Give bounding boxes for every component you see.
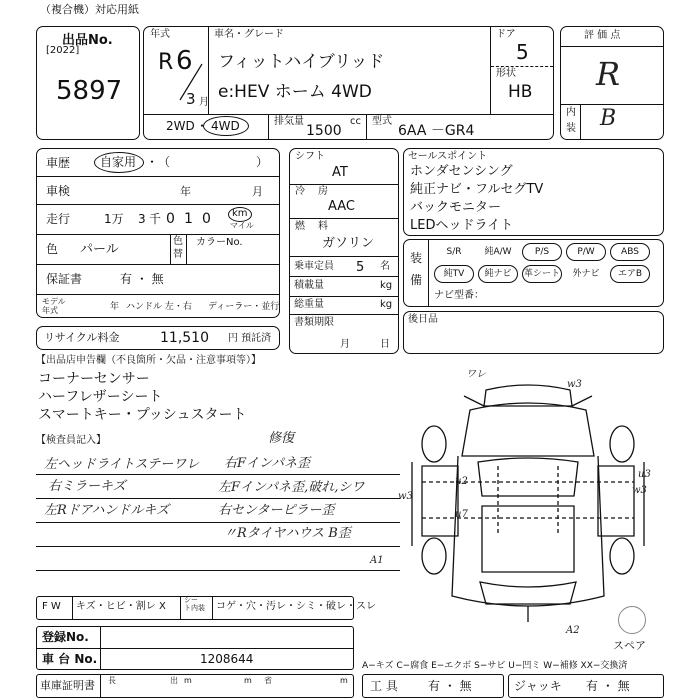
seller-item-1: コーナーセンサー bbox=[38, 371, 150, 387]
weight-unit: kg bbox=[380, 299, 393, 310]
inspector-right-2: 左Fインパネ歪,破れ,シワ bbox=[218, 480, 365, 495]
model-year-unit: 年 bbox=[110, 302, 120, 312]
equipment-item: 純A/W bbox=[484, 247, 512, 257]
seat-label-1: シー bbox=[184, 596, 198, 604]
mileage-digit-1: 0 bbox=[166, 211, 175, 227]
color-no-label: カラーNo. bbox=[196, 237, 243, 248]
selling-point-1: ホンダセンシング bbox=[410, 164, 513, 179]
cert-mark-6: m bbox=[340, 676, 348, 685]
equipment-label-1: 装 bbox=[410, 251, 423, 265]
listing-label: 出品No. bbox=[62, 33, 113, 48]
color-swap-1: 色 bbox=[173, 236, 183, 247]
diagram-wa: ワレ bbox=[466, 369, 486, 380]
inspector-left-1: 左ヘッドライトステーワレ bbox=[44, 457, 200, 472]
seat-label-3: 装 bbox=[198, 604, 205, 612]
month-unit: 月 bbox=[199, 97, 209, 108]
warranty-label: 保証書 bbox=[46, 272, 83, 286]
mileage-man: 1万 bbox=[104, 212, 124, 226]
equipment-label-2: 備 bbox=[410, 273, 423, 287]
name-label: 車名・グレード bbox=[214, 29, 284, 40]
reg-label: 登録No. bbox=[42, 630, 89, 644]
capacity-label: 乗車定員 bbox=[294, 261, 334, 272]
cert-label: 車庫証明書 bbox=[40, 679, 95, 692]
jack-label: ジャッキ bbox=[514, 679, 562, 693]
private-use: 自家用 bbox=[100, 155, 137, 169]
drive-4wd: 4WD bbox=[211, 119, 240, 133]
jack-option: 有 ・ 無 bbox=[586, 679, 630, 693]
diagram-a1: A1 bbox=[370, 555, 384, 566]
color-swap-2: 替 bbox=[173, 249, 183, 260]
notes-label: 後日品 bbox=[408, 314, 438, 325]
selling-point-3: バックモニター bbox=[410, 200, 502, 215]
docs-label: 書類期限 bbox=[294, 317, 334, 328]
listing-year-tag: [2022] bbox=[46, 45, 80, 56]
model-year-label-1: モデル bbox=[42, 297, 66, 306]
chassis-value: 1208644 bbox=[200, 652, 254, 666]
docs-month: 月 bbox=[340, 339, 350, 350]
seller-label: 【出品店申告欄（不良箇所・欠品・注意事項等）】 bbox=[36, 355, 261, 366]
weight-label: 総重量 bbox=[294, 299, 324, 310]
inspection-label: 車検 bbox=[46, 184, 71, 198]
equipment-item: S/R bbox=[446, 247, 462, 257]
inspector-left-2: 右ミラーキズ bbox=[48, 479, 126, 494]
diagram-a2: A2 bbox=[566, 625, 580, 636]
recycle-label: リサイクル料金 bbox=[44, 331, 120, 344]
year-value: 6 bbox=[176, 46, 193, 76]
shift-value: AT bbox=[332, 165, 348, 180]
diagram-w3-right: w3 bbox=[632, 485, 647, 496]
history-box bbox=[36, 148, 280, 318]
ac-label-1: 冷 bbox=[295, 186, 305, 197]
month-value: 3 bbox=[186, 90, 196, 108]
mileage-digit-2: 1 bbox=[184, 211, 193, 227]
seller-item-3: スマートキー・プッシュスタート bbox=[38, 407, 247, 423]
cert-mark-4: m bbox=[184, 676, 192, 685]
seat-items: コゲ・穴・汚レ・シミ・破レ・スレ bbox=[216, 601, 376, 612]
inspector-right-1: 右Fインパネ歪 bbox=[224, 456, 311, 471]
inspector-label: 【検査員記入】 bbox=[36, 435, 106, 446]
color-value: パール bbox=[80, 242, 119, 257]
interior-grade: B bbox=[600, 106, 617, 131]
load-label: 積載量 bbox=[294, 280, 324, 291]
inspection-month: 月 bbox=[252, 185, 263, 198]
shift-label: シフト bbox=[295, 151, 325, 162]
body-value: HB bbox=[508, 82, 533, 102]
seller-item-2: ハーフレザーシート bbox=[38, 389, 163, 405]
equipment-item: 純TV bbox=[434, 265, 474, 283]
cert-mark-5: m bbox=[244, 676, 252, 685]
cc-unit: cc bbox=[350, 116, 361, 127]
model-label: 型式 bbox=[372, 116, 392, 127]
mileage-sen: 千 bbox=[149, 212, 162, 226]
equipment-item: 革シート bbox=[522, 265, 562, 283]
mile-unit: マイル bbox=[230, 221, 254, 230]
equipment-item: ABS bbox=[610, 243, 650, 261]
form-note: （複合機）対応用紙 bbox=[40, 3, 139, 16]
recycle-fee: 11,510 bbox=[160, 330, 209, 346]
diagram-u2: u2 bbox=[455, 476, 468, 487]
cert-mark-1: 長 bbox=[108, 676, 116, 685]
fw-label: F W bbox=[42, 601, 61, 612]
car-body-diagram bbox=[398, 366, 668, 636]
fuel-value: ガソリン bbox=[322, 236, 375, 251]
doors-label: ドア bbox=[496, 29, 516, 40]
inspector-right-3: 右センターピラー歪 bbox=[218, 503, 335, 518]
drive-2wd: 2WD bbox=[166, 119, 195, 133]
dealer: ディーラー・並行 bbox=[208, 302, 280, 312]
docs-day: 日 bbox=[380, 339, 390, 350]
doors-value: 5 bbox=[516, 40, 529, 64]
selling-point-4: LEDヘッドライト bbox=[410, 218, 514, 233]
diagram-u7: u7 bbox=[455, 509, 468, 520]
capacity-value: 5 bbox=[356, 260, 365, 275]
mileage-sen-digit: 3 bbox=[138, 212, 146, 226]
damage-legend: A−キズ C−腐食 E−エクボ S−サビ U−凹ミ W−補修 XX−交換済 bbox=[362, 661, 628, 671]
chassis-label: 車 台 No. bbox=[42, 652, 98, 666]
paren-open: （ bbox=[158, 155, 171, 169]
displacement-value: 1500 bbox=[306, 123, 342, 139]
selling-point-2: 純正ナビ・フルセグTV bbox=[410, 182, 544, 197]
diagram-w3-top: w3 bbox=[567, 379, 582, 390]
km-unit: km bbox=[232, 208, 248, 219]
ac-value: AAC bbox=[328, 199, 355, 214]
fuel-label-1: 燃 bbox=[295, 221, 305, 232]
handle: ハンドル 左・右 bbox=[126, 302, 192, 312]
body-label: 形状 bbox=[496, 68, 516, 79]
history-label: 車歴 bbox=[46, 156, 71, 170]
spare-label: スペア bbox=[613, 639, 646, 652]
navi-label: ナビ型番： bbox=[434, 290, 484, 301]
cert-mark-3: 省 bbox=[264, 676, 272, 685]
displacement-label: 排気量 bbox=[274, 116, 304, 127]
equipment-item: P/S bbox=[522, 243, 562, 261]
color-label: 色 bbox=[46, 242, 59, 256]
year-era: R bbox=[158, 50, 174, 75]
notes-box bbox=[403, 311, 664, 354]
interior-label-1: 内 bbox=[566, 107, 576, 118]
capacity-unit: 名 bbox=[380, 261, 390, 272]
inspector-left-3: 左Rドアハンドルキズ bbox=[44, 503, 170, 518]
inspector-right-4: 〃Rタイヤハウス B歪 bbox=[224, 526, 351, 541]
equipment-item: 純ナビ bbox=[478, 265, 518, 283]
repair-label: 修復 bbox=[268, 431, 295, 446]
mileage-digit-3: 0 bbox=[202, 211, 211, 227]
year-label: 年式 bbox=[150, 29, 170, 40]
car-grade: e:HEV ホーム 4WD bbox=[218, 82, 372, 102]
equipment-item: エアB bbox=[610, 265, 650, 283]
load-unit: kg bbox=[380, 280, 393, 291]
diagram-u3: u3 bbox=[638, 469, 651, 480]
mileage-label: 走行 bbox=[46, 212, 71, 226]
selling-points-label: セールスポイント bbox=[408, 151, 488, 162]
inspection-year: 年 bbox=[180, 185, 191, 198]
diagram-w3-left: w3 bbox=[398, 491, 413, 502]
car-name: フィットハイブリッド bbox=[218, 52, 385, 72]
grade-score: R bbox=[596, 55, 621, 93]
model-value: 6AA －GR4 bbox=[398, 123, 475, 139]
paren-close: ） bbox=[256, 155, 269, 169]
tools-option: 有 ・ 無 bbox=[428, 679, 472, 693]
drive-sep: ・ bbox=[196, 119, 209, 133]
grade-label: 評 価 点 bbox=[584, 30, 621, 41]
model-year-label-2: 年式 bbox=[42, 306, 58, 315]
fuel-label-2: 料 bbox=[318, 221, 328, 232]
cert-mark-2: 出 bbox=[170, 676, 178, 685]
recycle-unit: 円 預託済 bbox=[228, 333, 272, 344]
seat-label-2: ト内 bbox=[184, 604, 198, 612]
warranty-value: 有 ・ 無 bbox=[120, 272, 164, 286]
equipment-item: P/W bbox=[566, 243, 606, 261]
ac-label-2: 房 bbox=[318, 186, 328, 197]
equipment-item: 外ナビ bbox=[572, 269, 600, 279]
listing-number: 5897 bbox=[56, 76, 123, 106]
fw-items: キズ・ヒビ・割レ X bbox=[76, 601, 166, 612]
history-bullet: ・ bbox=[146, 155, 159, 169]
interior-label-2: 装 bbox=[566, 123, 576, 134]
tools-label: 工 具 bbox=[370, 679, 398, 693]
spare-tire-circle bbox=[618, 606, 646, 634]
